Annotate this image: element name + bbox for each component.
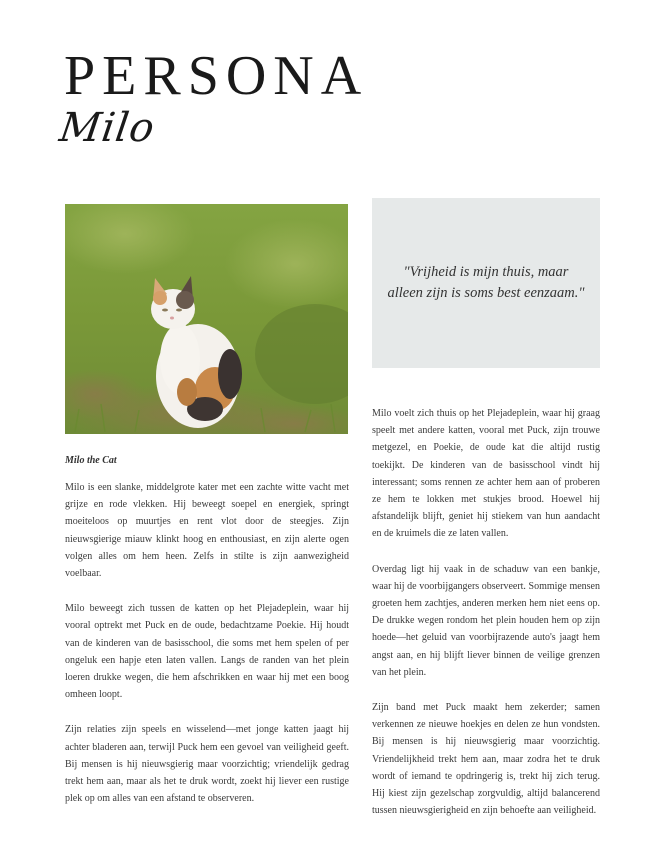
- quote-box: [372, 198, 600, 368]
- photo-caption: Milo the Cat: [65, 455, 117, 466]
- calico-cat-photo-icon: [65, 204, 348, 434]
- paragraph: Milo voelt zich thuis op het Plejadeplein, waar hij graag speelt met andere katten, vooral met Puck, zijn trouwe metgezel, en Poekie, de oude kat die altijd rustig toekijkt. De kinderen van de basisschool vindt hij interessant; soms rennen ze achter hem aan of proberen ze hem te lokken met stukjes brood. Hoewel hij afstandelijk blijft, geniet hij stiekem van hun aandacht en de kruimels die ze laten vallen.: [372, 408, 600, 540]
- paragraph: Zijn relaties zijn speels en wisselend—met jonge katten jaagt hij achter bladeren aan, terwijl Puck hem een gevoel van veiligheid geeft. Bij mensen is hij nieuwsgierig maar voorzichtig; vriendelijk gedrag trekt hem aan, maar als het te druk wordt, zoekt hij liever een rustige plek op om alles van een afstand te observeren.: [65, 724, 349, 805]
- right-column: [372, 405, 600, 837]
- left-column: [65, 479, 349, 825]
- paragraph: Milo is een slanke, middelgrote kater met een zachte witte vacht met grijze en rode vlekken. Hij beweegt soepel en energiek, springt moeiteloos op muurtjes en rent vlot door de steegjes. Zijn nieuwsgierige miauw klinkt hoog en enthousiast, en zijn alerte ogen volgen alles om hem heen. Zelfs in stilte is zijn aanwezigheid voelbaar.: [65, 482, 349, 580]
- cat-photo: [65, 204, 348, 434]
- page-title: PERSONA: [64, 45, 369, 107]
- paragraph: Milo beweegt zich tussen de katten op het Plejadeplein, waar hij vooral optrekt met Puck en de oude, bedachtzame Poekie. Hij houdt van de kinderen van de basisschool, die soms met hem spelen of per ongeluk een hapje eten laten vallen. Langs de randen van het plein loeren drukke wegen, die hem afschrikken en waar hij met een boog omheen loopt.: [65, 603, 349, 701]
- page-subtitle: Milo: [56, 105, 158, 151]
- paragraph: Zijn band met Puck maakt hem zekerder; samen verkennen ze nieuwe hoekjes en delen ze hun vondsten. Bij mensen is hij nieuwsgierig maar voorzichtig. Vriendelijkheid trekt hem aan, maar zodra het te druk wordt of iemand te opdringerig is, trekt hij zich terug. Hij kiest zijn gezelschap zorgvuldig, altijd balancerend tussen nieuwsgierigheid en zijn behoefte aan veiligheid.: [372, 702, 600, 817]
- quote-text: "Vrijheid is mijn thuis, maar alleen zijn is soms best eenzaam.": [387, 264, 585, 301]
- paragraph: Overdag ligt hij vaak in de schaduw van een bankje, waar hij de voorbijgangers observeert. Sommige mensen groeten hem zachtjes, anderen merken hem niet eens op. De drukke wegen rondom het plein houden hem op zijn hoede—het geluid van voorbijrazende auto's jaagt hem angst aan, en hij blijft liever binnen de veilige grenzen van het plein.: [372, 563, 600, 678]
